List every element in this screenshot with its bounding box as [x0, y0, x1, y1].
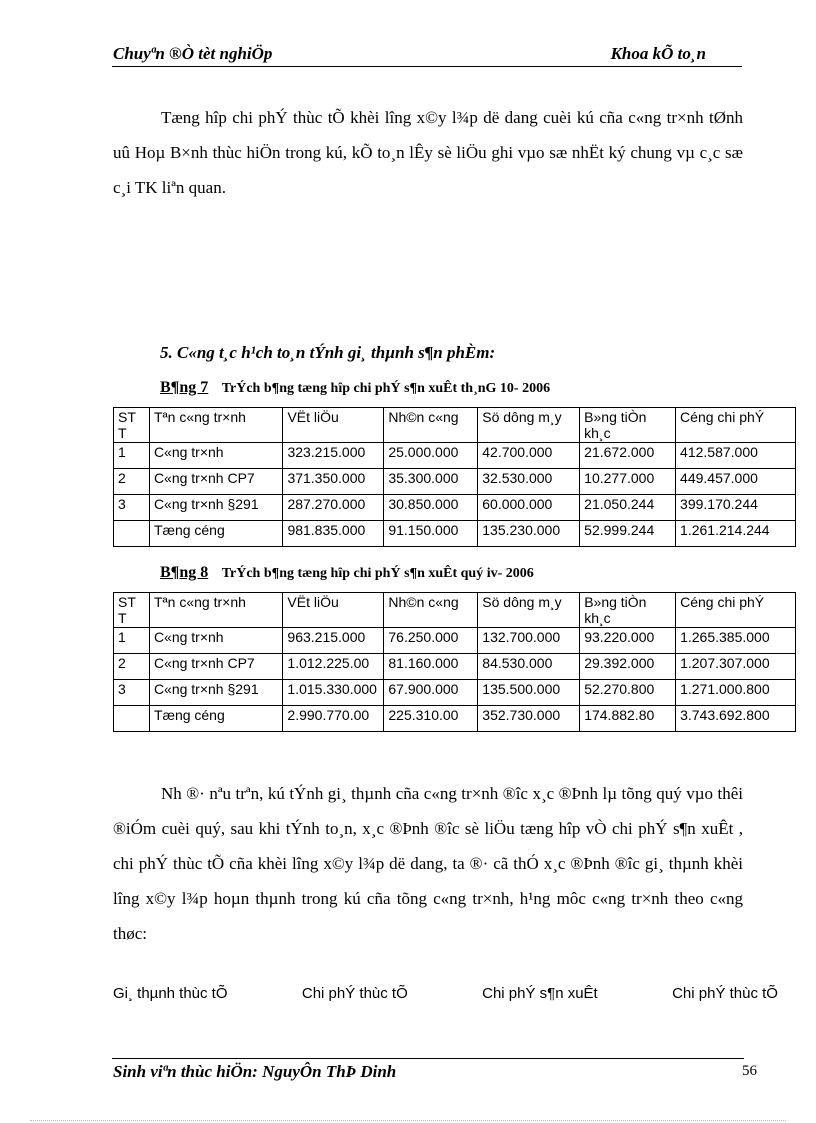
- section-title: 5. C«ng t¸c h¹ch to¸n tÝnh gi¸ thµnh s¶n phÈm:: [160, 343, 496, 362]
- table-cell: 412.587.000: [676, 443, 796, 469]
- table-cell: 84.530.000: [478, 654, 580, 680]
- table-cell: 1.261.214.244: [676, 521, 796, 547]
- page-number: 56: [742, 1063, 757, 1079]
- table-header-cell: B»ng tiÒn kh¸c: [580, 408, 676, 443]
- table-header-cell: ST T: [114, 593, 150, 628]
- body-paragraph-block: [113, 776, 743, 951]
- table-header-cell: Céng chi phÝ: [676, 593, 796, 628]
- table8: [113, 592, 796, 732]
- table7: [113, 407, 796, 547]
- formula-term: Gi¸ thµnh thùc tÕ: [113, 985, 228, 1002]
- table-header-cell: B»ng tiÒn kh¸c: [580, 593, 676, 628]
- table-cell: 21.050.244: [580, 495, 676, 521]
- formula-term: Chi phÝ thùc tÕ: [301, 985, 408, 1002]
- table-header-cell: VËt liÖu: [283, 408, 384, 443]
- table-cell: [114, 521, 150, 547]
- table-cell: 3.743.692.800: [676, 706, 796, 732]
- table-header-cell: Nh©n c«ng: [384, 593, 478, 628]
- table-cell: 399.170.244: [676, 495, 796, 521]
- table-cell: 1.015.330.000: [283, 680, 384, 706]
- table-row: [114, 654, 796, 680]
- table-cell: 35.300.000: [384, 469, 478, 495]
- page-bottom-border: [30, 1120, 786, 1121]
- table-header-row: [114, 593, 796, 628]
- table-total-row: [114, 706, 796, 732]
- table-cell: 1: [114, 443, 150, 469]
- table-cell: 323.215.000: [283, 443, 384, 469]
- table-row: [114, 680, 796, 706]
- table-cell: C«ng tr×nh CP7: [149, 469, 283, 495]
- table-cell: 1.265.385.000: [676, 628, 796, 654]
- table-cell: 1.271.000.800: [676, 680, 796, 706]
- table-cell: C«ng tr×nh: [149, 443, 283, 469]
- table-cell: 225.310.00: [384, 706, 478, 732]
- table-row: [114, 495, 796, 521]
- header-divider: [112, 66, 742, 67]
- intro-paragraph: Tæng hîp chi phÝ thùc tÕ khèi lîng x©y l¾p dë dang cuèi kú cña c«ng tr×nh tØnh uû Hoµ B×nh thùc hiÖn trong kú, kÕ to¸n lÊy sè liÖu ghi vµo sæ nhËt ký chung vµ c¸c sæ c¸i TK liªn quan.: [113, 108, 743, 197]
- header-right-title: Khoa kÕ to¸n: [610, 44, 706, 63]
- table-header-cell: ST T: [114, 408, 150, 443]
- table-cell: 81.160.000: [384, 654, 478, 680]
- table-cell: C«ng tr×nh CP7: [149, 654, 282, 680]
- table-cell: 449.457.000: [676, 469, 796, 495]
- table-header-cell: Tªn c«ng tr×nh: [149, 593, 282, 628]
- table-cell: 91.150.000: [384, 521, 478, 547]
- table-header-row: [114, 408, 796, 443]
- table-cell: 1.012.225.00: [283, 654, 384, 680]
- table-header-cell: Sö dông m¸y: [478, 593, 580, 628]
- table-cell: 52.270.800: [580, 680, 676, 706]
- table-row: [114, 443, 796, 469]
- table-cell: 981.835.000: [283, 521, 384, 547]
- table-cell: 32.530.000: [478, 469, 580, 495]
- table-header-cell: Sö dông m¸y: [478, 408, 580, 443]
- table-cell: Tæng céng: [149, 706, 282, 732]
- table7-title: TrÝch b¶ng tæng hîp chi phÝ s¶n xuÊt th¸nG 10- 2006: [221, 381, 551, 396]
- intro-paragraph-block: [113, 100, 743, 205]
- table-cell: 30.850.000: [384, 495, 478, 521]
- table-cell: 52.999.244: [580, 521, 676, 547]
- header-left-title: Chuyªn ®Ò tèt nghiÖp: [113, 44, 273, 63]
- table-cell: C«ng tr×nh §291: [149, 680, 282, 706]
- table-cell: 60.000.000: [478, 495, 580, 521]
- table-header-cell: VËt liÖu: [283, 593, 384, 628]
- table-cell: C«ng tr×nh: [149, 628, 282, 654]
- table8-title: TrÝch b¶ng tæng hîp chi phÝ s¶n xuÊt quý iv- 2006: [221, 566, 534, 581]
- formula-term: Chi phÝ thùc tÕ: [672, 985, 778, 1002]
- table-header-cell: Nh©n c«ng: [384, 408, 478, 443]
- table-cell: 3: [114, 680, 150, 706]
- table-cell: C«ng tr×nh §291: [149, 495, 283, 521]
- table-total-row: [114, 521, 796, 547]
- table-cell: 2: [114, 469, 150, 495]
- table-cell: 1: [114, 628, 150, 654]
- footer-author: Sinh viªn thùc hiÖn: NguyÔn ThÞ Dinh: [113, 1062, 397, 1081]
- formula-row: [113, 985, 778, 1002]
- table-cell: 29.392.000: [580, 654, 676, 680]
- table-cell: 132.700.000: [478, 628, 580, 654]
- table-cell: 93.220.000: [580, 628, 676, 654]
- table7-label: B¶ng 7: [160, 379, 209, 396]
- table-header-cell: Tªn c«ng tr×nh: [149, 408, 283, 443]
- table-cell: 2.990.770.00: [283, 706, 384, 732]
- table-cell: Tæng céng: [149, 521, 283, 547]
- table-cell: 10.277.000: [580, 469, 676, 495]
- table8-label: B¶ng 8: [160, 564, 209, 581]
- table7-caption: [160, 379, 550, 397]
- table-cell: 3: [114, 495, 150, 521]
- table-cell: 287.270.000: [283, 495, 384, 521]
- body-paragraph: Nh ®· nªu trªn, kú tÝnh gi¸ thµnh cña c«ng tr×nh ®îc x¸c ®Þnh lµ tõng quý vµo thêi ®iÓm cuèi quý, sau khi tÝnh to¸n, x¸c ®Þnh ®îc sè liÖu tæng hîp vÒ chi phÝ s¶n xuÊt , chi phÝ thùc tÕ cña khèi lîng x©y l¾p dë dang, ta ®· cã thÓ x¸c ®Þnh ®îc gi¸ thµnh khèi lîng x©y l¾p hoµn thµnh trong kú cña tõng c«ng tr×nh, h¹ng môc c«ng tr×nh theo c«ng thøc:: [113, 784, 743, 943]
- formula-term: Chi phÝ s¶n xuÊt: [482, 985, 598, 1002]
- table-cell: 135.230.000: [478, 521, 580, 547]
- table-cell: 352.730.000: [478, 706, 580, 732]
- table-cell: [114, 706, 150, 732]
- table-cell: 1.207.307.000: [676, 654, 796, 680]
- table-cell: 135.500.000: [478, 680, 580, 706]
- table-cell: 21.672.000: [580, 443, 676, 469]
- table-cell: 67.900.000: [384, 680, 478, 706]
- table-cell: 42.700.000: [478, 443, 580, 469]
- table-cell: 371.350.000: [283, 469, 384, 495]
- table-cell: 963.215.000: [283, 628, 384, 654]
- table-cell: 174.882.80: [580, 706, 676, 732]
- table-header-cell: Céng chi phÝ: [676, 408, 796, 443]
- table8-caption: [160, 564, 534, 582]
- footer-divider: [112, 1058, 744, 1059]
- table-cell: 2: [114, 654, 150, 680]
- table-cell: 76.250.000: [384, 628, 478, 654]
- table-row: [114, 469, 796, 495]
- table-row: [114, 628, 796, 654]
- table-cell: 25.000.000: [384, 443, 478, 469]
